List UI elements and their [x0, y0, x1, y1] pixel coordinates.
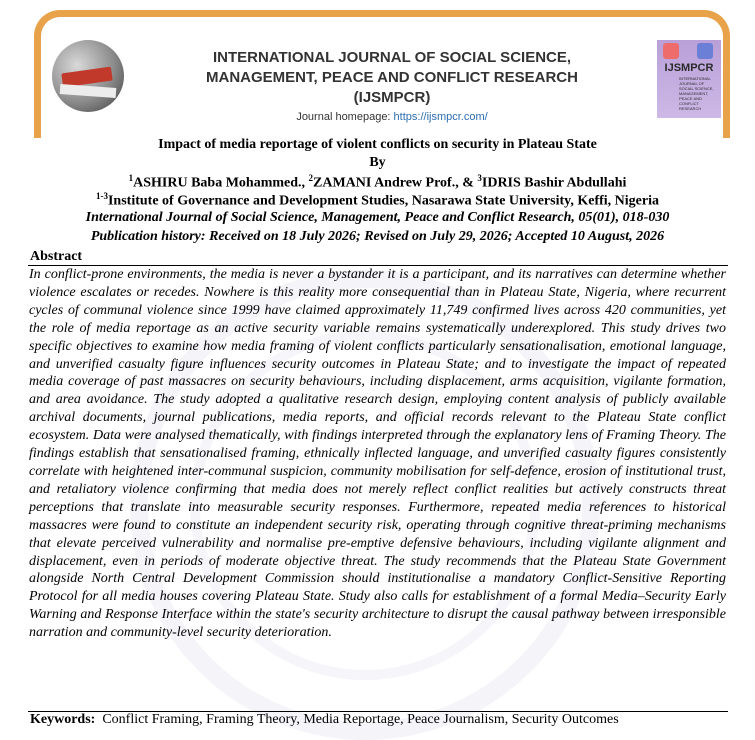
- author-3-num: 3: [477, 173, 482, 183]
- logo-small-text: INTERNATIONAL JOURNAL OF SOCIAL SCIENCE, MANAGEMENT, PEACE AND CONFLICT RESEARCH: [679, 76, 714, 111]
- homepage-link[interactable]: https://ijsmpcr.com/: [393, 111, 488, 123]
- logo-left-icon: [663, 43, 679, 59]
- abstract-heading: Abstract: [30, 249, 83, 264]
- affiliation: [0, 191, 755, 210]
- affiliation-text: Institute of Governance and Development Studies, Nasarawa State University, Keffi, Nigeria: [107, 193, 659, 209]
- publication-history: Publication history: Received on 18 July 2026; Revised on July 29, 2026; Accepted 10 August, 2026: [90, 229, 665, 244]
- citation: International Journal of Social Science, Management, Peace and Conflict Research, 05(01), 018-030: [85, 210, 670, 225]
- keywords: [30, 712, 619, 728]
- keywords-list: Conflict Framing, Framing Theory, Media Reportage, Peace Journalism, Security Outcomes: [102, 712, 619, 727]
- affiliation-num: 1-3: [95, 191, 108, 201]
- author-1-num: 1: [128, 173, 134, 183]
- journal-logo: [657, 40, 721, 118]
- author-2-num: 2: [308, 173, 314, 183]
- author-1: ASHIRU Baba Mohammed.,: [133, 175, 309, 191]
- author-2: ZAMANI Andrew Prof., &: [313, 175, 478, 191]
- by-line: By: [369, 155, 386, 170]
- author-list: [0, 173, 755, 192]
- homepage-label: Journal homepage:: [296, 111, 394, 123]
- journal-name: INTERNATIONAL JOURNAL OF SOCIAL SCIENCE, MANAGEMENT, PEACE AND CONFLICT RESEARCH (IJSMPCR): [206, 49, 578, 106]
- keywords-label: Keywords:: [30, 712, 96, 727]
- abstract-body: In conflict-prone environments, the media is never a bystander it is a participant, and its narratives can determine whether violence escalates or recedes. Nowhere is this reality more consequential than in Plateau State, Nigeria, where recurrent cycles of communal violence since 1999 have claimed approximately 11,749 confirmed lives across 420 communities, yet the role of media reportage as an active security variable remains systematically underexplored. This study drives two specific objectives to examine how media framing of violent conflicts particularly sensationalisation, emotional language, and unverified casualty figure influences security outcomes in Plateau State; and to investigate the impact of repeated media coverage of past massacres on security behaviours, including displacement, arms acquisition, vigilante formation, and area avoidance. The study adopted a qualitative research design, employing content analysis of publicly available archival documents, journal publications, media reports, and official records relevant to the Plateau State conflict ecosystem. Data were analysed thematically, with findings interpreted through the explanatory lens of Framing Theory. The findings establish that sensationalised framing, ethnically inflected language, and unverified casualty figures consistently correlate with heightened inter-communal suspicion, community mobilisation for self-defence, erosion of institutional trust, and retaliatory violence confirming that media does not merely reflect conflict realities but actively constructs threat perceptions that translate into measurable security responses. Furthermore, repeated media references to historical massacres were found to constitute an independent security risk, operating through cognitive threat-priming mechanisms that elevate perceived vulnerability and normalise pre-emptive defensive behaviours, including vigilante alignment and displacement, even in periods of moderate objective threat. The study recommends that the Plateau State Government alongside North Central Development Commission should institutionalise a mandatory Conflict-Sensitive Reporting Protocol for all media houses covering Plateau State. Study also calls for establishment of a formal Media–Security Early Warning and Response Interface within the state's security architecture to disrupt the causal pathway between irresponsible narration and community-level security deterioration.: [29, 267, 726, 641]
- journal-cover-image: [52, 40, 124, 112]
- logo-acronym: IJSMPCR: [664, 62, 714, 74]
- author-3: IDRIS Bashir Abdullahi: [481, 175, 627, 191]
- journal-homepage: [198, 111, 586, 123]
- paper-title: Impact of media reportage of violent conflicts on security in Plateau State: [158, 137, 597, 152]
- logo-right-icon: [697, 43, 713, 59]
